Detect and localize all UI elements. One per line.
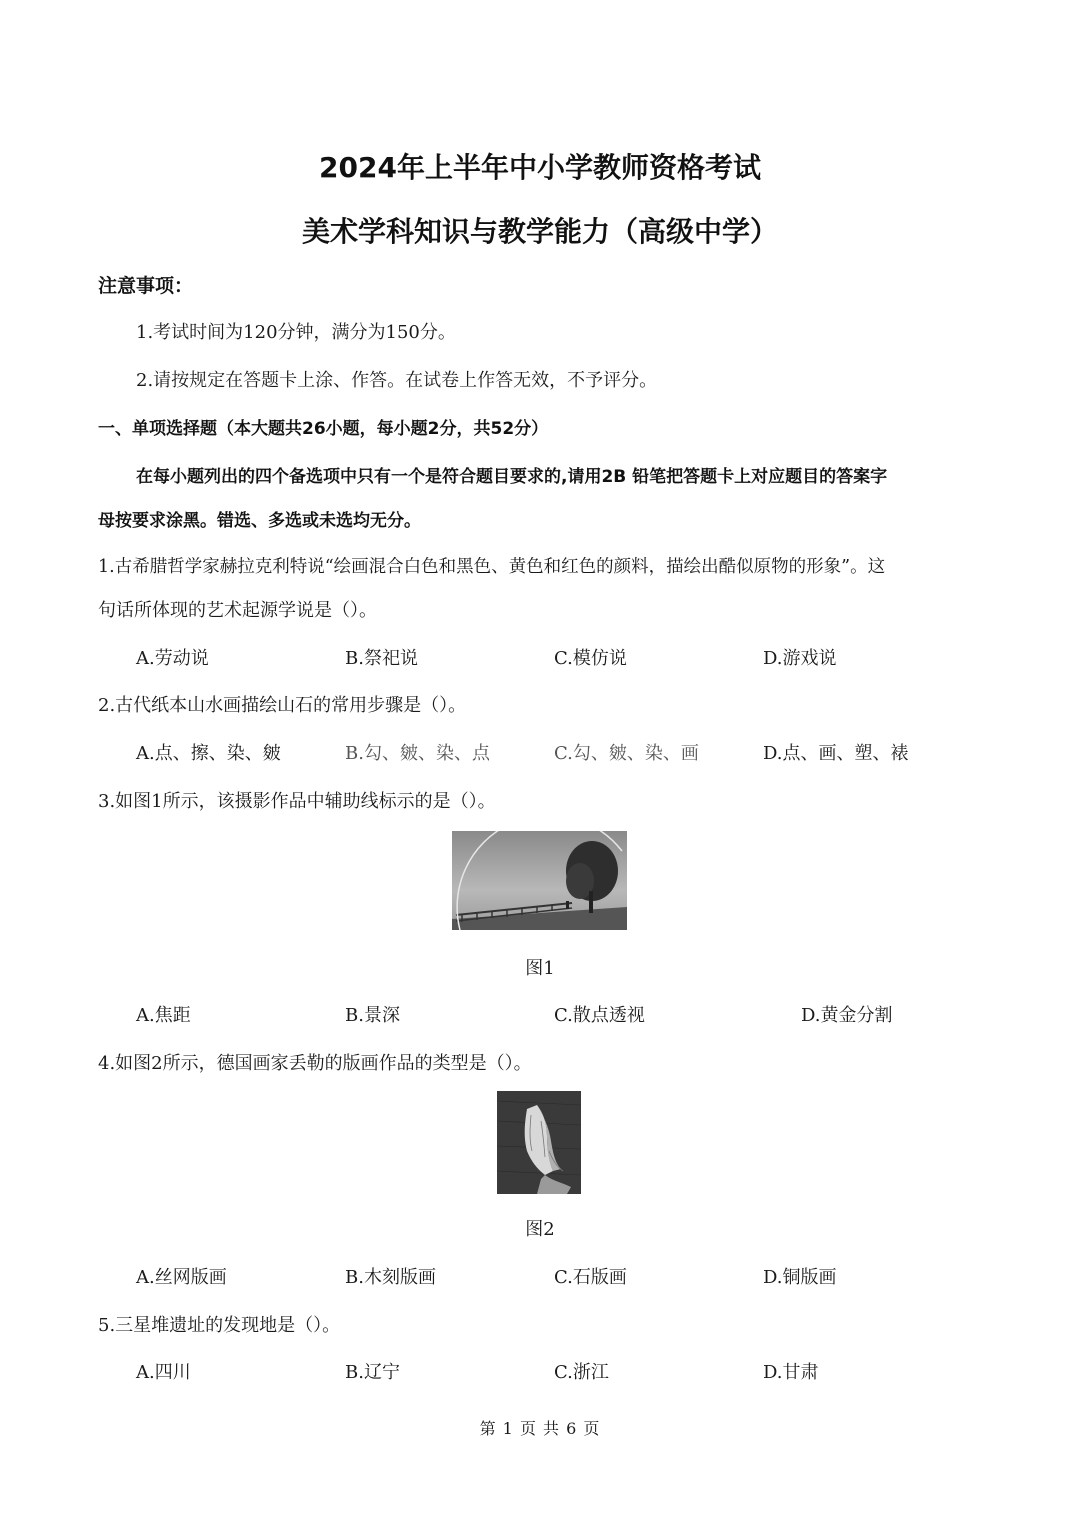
question-5-option-b: B.辽宁 — [345, 1362, 400, 1383]
question-1-stem-line1: 1.古希腊哲学家赫拉克利特说“绘画混合白色和黑色、黄色和红色的颜料，描绘出酷似原物的形象”。这 — [98, 557, 886, 577]
question-1-stem-line2: 句话所体现的艺术起源学说是（）。 — [98, 600, 377, 621]
section-instructions-line2: 母按要求涂黑。错选、多选或未选均无分。 — [98, 511, 421, 531]
section-heading: 一、单项选择题（本大题共26小题，每小题2分，共52分） — [98, 419, 549, 439]
question-3-option-a: A.焦距 — [136, 1005, 191, 1026]
question-4-option-b: B.木刻版画 — [345, 1267, 436, 1288]
praying-hands-icon — [497, 1091, 581, 1194]
notice-item-2: 2.请按规定在答题卡上涂、作答。在试卷上作答无效，不予评分。 — [136, 370, 658, 391]
notice-heading: 注意事项： — [98, 275, 194, 297]
landscape-photo-icon — [452, 831, 627, 930]
question-5-option-c: C.浙江 — [554, 1362, 609, 1383]
question-1-option-a: A.劳动说 — [136, 648, 209, 669]
figure-1-caption: 图1 — [525, 958, 555, 979]
notice-item-1: 1.考试时间为120分钟，满分为150分。 — [136, 322, 456, 343]
question-1-option-b: B.祭祀说 — [345, 648, 418, 669]
question-1-option-d: D.游戏说 — [763, 648, 837, 669]
question-2-option-c: C.勾、皴、染、画 — [554, 743, 699, 764]
question-5-option-a: A.四川 — [136, 1362, 191, 1383]
question-2-stem: 2.古代纸本山水画描绘山石的常用步骤是（）。 — [98, 695, 467, 716]
question-3-option-b: B.景深 — [345, 1005, 400, 1026]
question-4-stem: 4.如图2所示，德国画家丢勒的版画作品的类型是（）。 — [98, 1053, 532, 1074]
figure-2-caption: 图2 — [525, 1219, 555, 1240]
figure-2-engraving — [497, 1091, 581, 1194]
exam-title: 2024年上半年中小学教师资格考试 — [319, 151, 761, 184]
question-4-option-a: A.丝网版画 — [136, 1267, 227, 1288]
question-2-option-b: B.勾、皴、染、点 — [345, 743, 490, 764]
exam-subtitle: 美术学科知识与教学能力（高级中学） — [301, 215, 778, 248]
question-5-stem: 5.三星堆遗址的发现地是（）。 — [98, 1315, 341, 1336]
question-4-option-d: D.铜版画 — [763, 1267, 837, 1288]
figure-1-photo — [452, 831, 627, 930]
question-2-option-d: D.点、画、塑、裱 — [763, 743, 909, 764]
section-instructions-line1: 在每小题列出的四个备选项中只有一个是符合题目要求的,请用2B 铅笔把答题卡上对应题目的答案字 — [136, 467, 888, 487]
question-3-option-c: C.散点透视 — [554, 1005, 645, 1026]
question-1-option-c: C.模仿说 — [554, 648, 627, 669]
question-2-option-a: A.点、擦、染、皴 — [136, 743, 281, 764]
question-3-stem: 3.如图1所示，该摄影作品中辅助线标示的是（）。 — [98, 791, 496, 812]
question-3-option-d: D.黄金分割 — [801, 1005, 893, 1026]
question-5-option-d: D.甘肃 — [763, 1362, 819, 1383]
question-4-option-c: C.石版画 — [554, 1267, 627, 1288]
page-number: 第 1 页 共 6 页 — [479, 1419, 601, 1438]
